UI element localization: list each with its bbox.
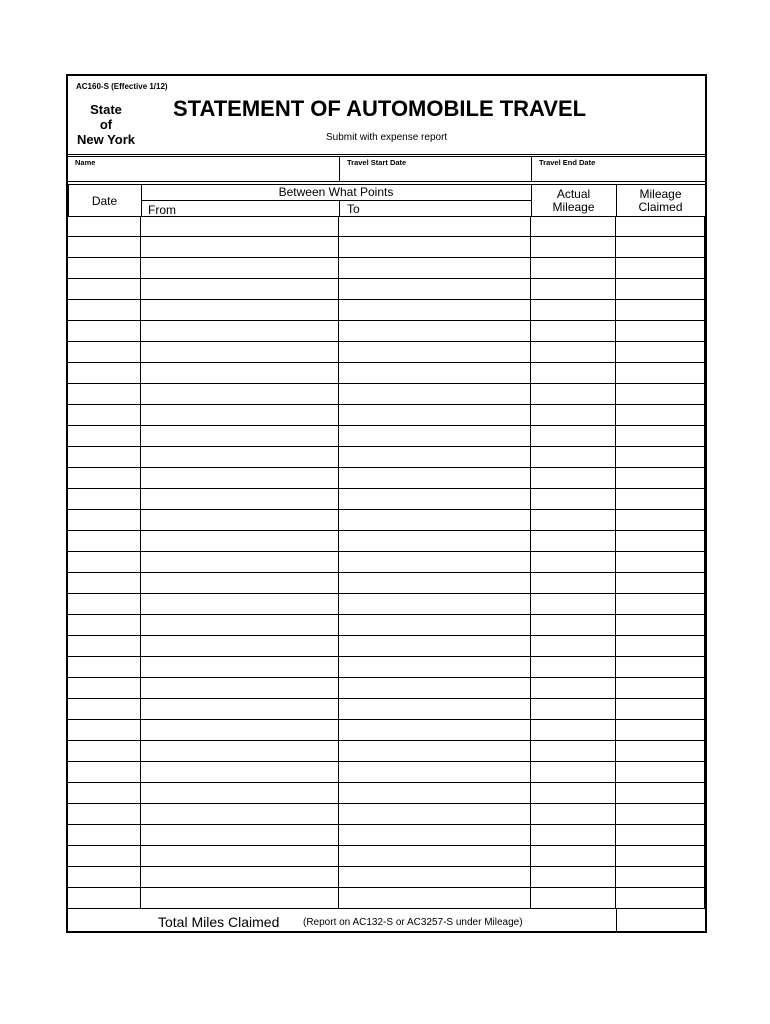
table-row[interactable] [68, 258, 705, 279]
table-cell[interactable] [141, 888, 339, 908]
table-cell[interactable] [616, 762, 705, 782]
table-cell[interactable] [68, 237, 141, 257]
total-miles-note: (Report on AC132-S or AC3257-S under Mileage) [303, 917, 523, 928]
table-cell[interactable] [616, 426, 705, 446]
table-cell[interactable] [339, 615, 531, 635]
table-cell[interactable] [531, 510, 616, 530]
table-row[interactable] [68, 237, 705, 258]
table-cell[interactable] [531, 888, 616, 908]
table-cell[interactable] [141, 636, 339, 656]
table-cell[interactable] [68, 594, 141, 614]
table-row[interactable] [68, 468, 705, 489]
table-row[interactable] [68, 405, 705, 426]
table-cell[interactable] [339, 489, 531, 509]
travel-end-date-label: Travel End Date [539, 158, 596, 167]
col-actual: Actual [556, 187, 591, 201]
table-cell[interactable] [141, 258, 339, 278]
table-row[interactable] [68, 300, 705, 321]
table-cell[interactable] [141, 510, 339, 530]
table-cell[interactable] [339, 846, 531, 866]
table-cell[interactable] [141, 615, 339, 635]
table-row[interactable] [68, 804, 705, 825]
table-cell[interactable] [616, 216, 705, 236]
table-cell[interactable] [339, 573, 531, 593]
table-cell[interactable] [339, 258, 531, 278]
table-cell[interactable] [616, 678, 705, 698]
table-cell[interactable] [339, 783, 531, 803]
table-cell[interactable] [616, 741, 705, 761]
form-id: AC160-S (Effective 1/12) [76, 82, 168, 91]
table-cell[interactable] [531, 678, 616, 698]
table-cell[interactable] [531, 699, 616, 719]
table-cell[interactable] [616, 384, 705, 404]
table-cell[interactable] [141, 846, 339, 866]
total-miles-divider [616, 908, 617, 932]
table-cell[interactable] [616, 867, 705, 887]
table-cell[interactable] [68, 489, 141, 509]
field-divider [339, 156, 340, 182]
table-cell[interactable] [531, 783, 616, 803]
automobile-travel-form [66, 74, 707, 933]
table-cell[interactable] [68, 678, 141, 698]
table-cell[interactable] [531, 363, 616, 383]
table-cell[interactable] [616, 363, 705, 383]
table-cell[interactable] [339, 321, 531, 341]
table-cell[interactable] [339, 888, 531, 908]
table-cell[interactable] [531, 426, 616, 446]
table-cell[interactable] [339, 867, 531, 887]
table-cell[interactable] [531, 573, 616, 593]
table-cell[interactable] [616, 510, 705, 530]
table-row[interactable] [68, 657, 705, 678]
between-divider [141, 200, 531, 201]
table-cell[interactable] [616, 804, 705, 824]
table-cell[interactable] [531, 342, 616, 362]
table-cell[interactable] [531, 258, 616, 278]
table-cell[interactable] [68, 573, 141, 593]
table-cell[interactable] [616, 699, 705, 719]
table-row[interactable] [68, 720, 705, 741]
table-cell[interactable] [339, 741, 531, 761]
table-cell[interactable] [616, 489, 705, 509]
table-row[interactable] [68, 384, 705, 405]
table-cell[interactable] [68, 720, 141, 740]
table-cell[interactable] [531, 216, 616, 236]
table-cell[interactable] [616, 258, 705, 278]
table-cell[interactable] [141, 804, 339, 824]
table-cell[interactable] [141, 741, 339, 761]
table-cell[interactable] [616, 468, 705, 488]
table-cell[interactable] [531, 279, 616, 299]
table-cell[interactable] [68, 636, 141, 656]
table-cell[interactable] [531, 846, 616, 866]
table-cell[interactable] [531, 804, 616, 824]
table-row[interactable] [68, 531, 705, 552]
table-cell[interactable] [141, 762, 339, 782]
table-cell[interactable] [531, 447, 616, 467]
table-row[interactable] [68, 741, 705, 762]
table-cell[interactable] [68, 699, 141, 719]
table-cell[interactable] [339, 699, 531, 719]
table-cell[interactable] [616, 237, 705, 257]
table-cell[interactable] [531, 825, 616, 845]
table-cell[interactable] [531, 405, 616, 425]
table-cell[interactable] [68, 363, 141, 383]
table-cell[interactable] [531, 594, 616, 614]
state-line-1: State [90, 102, 122, 117]
table-cell[interactable] [141, 279, 339, 299]
table-row[interactable] [68, 594, 705, 615]
table-cell[interactable] [531, 636, 616, 656]
table-cell[interactable] [531, 237, 616, 257]
table-cell[interactable] [339, 657, 531, 677]
table-cell[interactable] [68, 405, 141, 425]
table-cell[interactable] [141, 342, 339, 362]
table-cell[interactable] [68, 846, 141, 866]
table-cell[interactable] [616, 657, 705, 677]
col-rule [339, 201, 340, 216]
table-cell[interactable] [339, 678, 531, 698]
table-cell[interactable] [616, 720, 705, 740]
table-row[interactable] [68, 279, 705, 300]
table-cell[interactable] [616, 846, 705, 866]
table-cell[interactable] [141, 384, 339, 404]
table-cell[interactable] [141, 657, 339, 677]
table-cell[interactable] [68, 216, 141, 236]
table-row[interactable] [68, 846, 705, 867]
table-cell[interactable] [141, 867, 339, 887]
col-between-points: Between What Points [278, 185, 394, 199]
name-label: Name [75, 158, 96, 167]
table-cell[interactable] [141, 531, 339, 551]
table-row[interactable] [68, 363, 705, 384]
table-cell[interactable] [68, 804, 141, 824]
table-cell[interactable] [68, 321, 141, 341]
table-cell[interactable] [141, 552, 339, 572]
table-cell[interactable] [339, 279, 531, 299]
table-cell[interactable] [339, 426, 531, 446]
table-cell[interactable] [141, 678, 339, 698]
fields-bottom-rule [68, 181, 705, 182]
state-line-3: New York [76, 132, 136, 147]
table-cell[interactable] [616, 342, 705, 362]
table-row[interactable] [68, 216, 705, 237]
table-cell[interactable] [141, 237, 339, 257]
header-divider [68, 154, 705, 155]
table-cell[interactable] [68, 468, 141, 488]
table-cell[interactable] [68, 426, 141, 446]
table-cell[interactable] [616, 321, 705, 341]
table-row[interactable] [68, 447, 705, 468]
table-cell[interactable] [141, 720, 339, 740]
table-cell[interactable] [141, 699, 339, 719]
table-cell[interactable] [68, 783, 141, 803]
table-cell[interactable] [531, 552, 616, 572]
table-row[interactable] [68, 888, 705, 909]
table-cell[interactable] [68, 258, 141, 278]
table-cell[interactable] [616, 888, 705, 908]
table-cell[interactable] [68, 825, 141, 845]
table-cell[interactable] [339, 552, 531, 572]
table-cell[interactable] [531, 741, 616, 761]
table-cell[interactable] [141, 447, 339, 467]
table-cell[interactable] [531, 468, 616, 488]
table-cell[interactable] [616, 447, 705, 467]
table-cell[interactable] [339, 447, 531, 467]
table-cell[interactable] [141, 573, 339, 593]
table-cell[interactable] [339, 237, 531, 257]
table-row[interactable] [68, 426, 705, 447]
table-cell[interactable] [68, 552, 141, 572]
table-cell[interactable] [141, 300, 339, 320]
table-cell[interactable] [68, 510, 141, 530]
field-divider [531, 156, 532, 182]
table-cell[interactable] [616, 615, 705, 635]
travel-start-date-label: Travel Start Date [347, 158, 407, 167]
table-row[interactable] [68, 615, 705, 636]
table-cell[interactable] [141, 468, 339, 488]
col-date: Date [91, 194, 118, 208]
table-cell[interactable] [531, 489, 616, 509]
table-cell[interactable] [68, 342, 141, 362]
table-cell[interactable] [68, 741, 141, 761]
form-title: STATEMENT OF AUTOMOBILE TRAVEL [173, 96, 587, 121]
table-cell[interactable] [616, 279, 705, 299]
table-cell[interactable] [68, 531, 141, 551]
table-cell[interactable] [339, 636, 531, 656]
table-row[interactable] [68, 825, 705, 846]
table-row[interactable] [68, 321, 705, 342]
table-cell[interactable] [141, 594, 339, 614]
table-cell[interactable] [68, 300, 141, 320]
table-cell[interactable] [339, 216, 531, 236]
table-cell[interactable] [339, 762, 531, 782]
table-cell[interactable] [616, 531, 705, 551]
table-cell[interactable] [616, 552, 705, 572]
table-row[interactable] [68, 783, 705, 804]
table-cell[interactable] [68, 888, 141, 908]
table-row[interactable] [68, 552, 705, 573]
table-cell[interactable] [141, 825, 339, 845]
table-cell[interactable] [531, 720, 616, 740]
table-cell[interactable] [339, 384, 531, 404]
table-row[interactable] [68, 573, 705, 594]
table-cell[interactable] [68, 657, 141, 677]
table-row[interactable] [68, 867, 705, 888]
table-cell[interactable] [616, 783, 705, 803]
table-cell[interactable] [616, 405, 705, 425]
table-cell[interactable] [141, 426, 339, 446]
total-miles-label: Total Miles Claimed [158, 914, 280, 930]
table-cell[interactable] [141, 405, 339, 425]
table-cell[interactable] [339, 405, 531, 425]
table-cell[interactable] [339, 720, 531, 740]
table-row[interactable] [68, 699, 705, 720]
table-cell[interactable] [531, 615, 616, 635]
form-subtitle: Submit with expense report [326, 132, 448, 143]
table-cell[interactable] [616, 594, 705, 614]
table-cell[interactable] [68, 384, 141, 404]
table-cell[interactable] [531, 531, 616, 551]
table-row[interactable] [68, 678, 705, 699]
table-cell[interactable] [339, 342, 531, 362]
table-cell[interactable] [68, 447, 141, 467]
table-cell[interactable] [68, 615, 141, 635]
col-claimed-2: Claimed [638, 200, 683, 214]
table-cell[interactable] [339, 363, 531, 383]
table-cell[interactable] [339, 510, 531, 530]
table-cell[interactable] [531, 300, 616, 320]
table-cell[interactable] [339, 825, 531, 845]
table-cell[interactable] [141, 216, 339, 236]
table-cell[interactable] [68, 867, 141, 887]
table-row[interactable] [68, 762, 705, 783]
table-cell[interactable] [531, 762, 616, 782]
table-cell[interactable] [68, 279, 141, 299]
table-cell[interactable] [141, 783, 339, 803]
header-divider-2 [68, 156, 705, 157]
table-row[interactable] [68, 636, 705, 657]
table-cell[interactable] [141, 489, 339, 509]
state-line-2: of [99, 117, 113, 132]
col-to: To [347, 202, 360, 216]
table-row[interactable] [68, 489, 705, 510]
table-cell[interactable] [339, 300, 531, 320]
col-actual-2: Mileage [552, 200, 595, 214]
table-cell[interactable] [531, 384, 616, 404]
table-cell[interactable] [141, 363, 339, 383]
table-cell[interactable] [339, 531, 531, 551]
table-cell[interactable] [141, 321, 339, 341]
table-cell[interactable] [68, 762, 141, 782]
table-cell[interactable] [616, 636, 705, 656]
table-cell[interactable] [616, 300, 705, 320]
table-cell[interactable] [616, 573, 705, 593]
table-row[interactable] [68, 510, 705, 531]
table-cell[interactable] [531, 321, 616, 341]
table-cell[interactable] [616, 825, 705, 845]
col-claimed: Mileage [639, 187, 682, 201]
col-from: From [148, 203, 176, 217]
table-cell[interactable] [531, 867, 616, 887]
table-cell[interactable] [339, 804, 531, 824]
table-row[interactable] [68, 342, 705, 363]
table-cell[interactable] [531, 657, 616, 677]
table-cell[interactable] [339, 468, 531, 488]
table-cell[interactable] [339, 594, 531, 614]
